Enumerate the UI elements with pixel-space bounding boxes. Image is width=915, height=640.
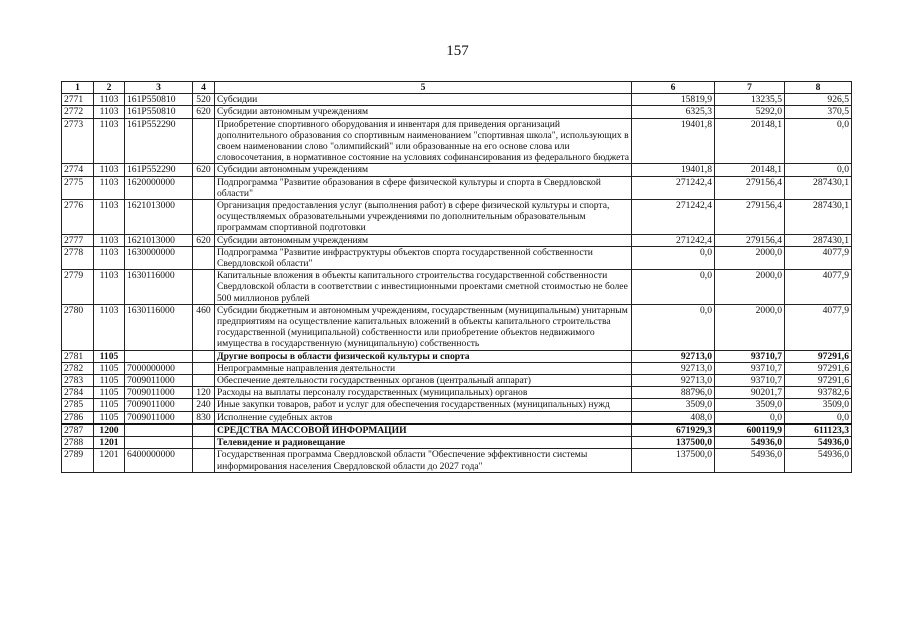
amount-col6-cell: 271242,4 <box>632 176 715 199</box>
amount-col8-cell: 4077,9 <box>785 246 852 269</box>
classification-code-cell <box>125 437 193 449</box>
section-code-cell: 1105 <box>94 375 125 387</box>
amount-col7-cell: 2000,0 <box>715 246 785 269</box>
section-code-cell: 1103 <box>94 246 125 269</box>
section-code-cell: 1105 <box>94 411 125 424</box>
section-code-cell: 1105 <box>94 399 125 411</box>
amount-col6-cell: 92713,0 <box>632 375 715 387</box>
table-row <box>62 246 852 269</box>
table-row <box>62 411 852 424</box>
table-row <box>62 375 852 387</box>
item-name-cell: Субсидии бюджетным и автономным учреждениям, государственным (муниципальным) унитарным предприятиям на осуществление капитальных вложений в объекты капитального строительства государственной (муниципальной) собственности или приобретение объектов недвижимого имущества в государственную (муниципальную) собственность <box>215 304 632 350</box>
item-name-cell: Телевидение и радиовещание <box>215 437 632 449</box>
classification-code-cell: 1621013000 <box>125 200 193 235</box>
amount-col8-cell: 3509,0 <box>785 399 852 411</box>
item-name-cell: Обеспечение деятельности государственных органов (центральный аппарат) <box>215 375 632 387</box>
row-number-cell: 2779 <box>62 270 94 305</box>
classification-code-cell: 7009011000 <box>125 399 193 411</box>
amount-col7-cell: 2000,0 <box>715 270 785 305</box>
classification-code-cell: 7009011000 <box>125 387 193 399</box>
classification-code-cell: 1630116000 <box>125 304 193 350</box>
item-name-cell: Организация предоставления услуг (выполнения работ) в сфере физической культуры и спорта, осуществляемых образовательными учреждениями по дополнительным образовательным программам спортивной подготовки <box>215 200 632 235</box>
expense-type-cell <box>193 362 215 374</box>
section-code-cell: 1103 <box>94 94 125 106</box>
expense-type-cell <box>193 437 215 449</box>
expense-type-cell <box>193 200 215 235</box>
expense-type-cell: 620 <box>193 234 215 246</box>
amount-col6-cell: 0,0 <box>632 304 715 350</box>
table-row <box>62 399 852 411</box>
section-code-cell: 1103 <box>94 176 125 199</box>
row-number-cell: 2775 <box>62 176 94 199</box>
amount-col7-cell: 20148,1 <box>715 118 785 164</box>
section-code-cell: 1105 <box>94 350 125 362</box>
item-name-cell: Подпрограмма "Развитие инфраструктуры объектов спорта государственной собственности Свердловской области" <box>215 246 632 269</box>
table-row <box>62 106 852 118</box>
table-row <box>62 449 852 472</box>
amount-col7-cell: 279156,4 <box>715 234 785 246</box>
amount-col8-cell: 0,0 <box>785 411 852 424</box>
row-number-cell: 2773 <box>62 118 94 164</box>
table-body <box>62 94 852 473</box>
amount-col8-cell: 97291,6 <box>785 350 852 362</box>
row-number-cell: 2783 <box>62 375 94 387</box>
expense-type-cell <box>193 246 215 269</box>
row-number-cell: 2778 <box>62 246 94 269</box>
table-row <box>62 234 852 246</box>
column-header: 1 <box>62 82 94 94</box>
amount-col6-cell: 271242,4 <box>632 200 715 235</box>
page-number: 157 <box>446 43 469 59</box>
item-name-cell: Субсидии автономным учреждениям <box>215 164 632 176</box>
amount-col7-cell: 93710,7 <box>715 362 785 374</box>
amount-col6-cell: 92713,0 <box>632 350 715 362</box>
expense-type-cell: 620 <box>193 164 215 176</box>
row-number-cell: 2782 <box>62 362 94 374</box>
item-name-cell: Приобретение спортивного оборудования и инвентаря для приведения организаций дополнительного образования со спортивным наименованием "спортивная школа", использующих в своем наименовании слово "олимпийский" или образованные на его основе слова или словосочетания, в нормативное состояние на условиях софинансирования из федерального бюджета <box>215 118 632 164</box>
row-number-cell: 2780 <box>62 304 94 350</box>
column-header: 2 <box>94 82 125 94</box>
expense-type-cell <box>193 449 215 472</box>
classification-code-cell: 161P552290 <box>125 164 193 176</box>
row-number-cell: 2781 <box>62 350 94 362</box>
table-row <box>62 176 852 199</box>
classification-code-cell: 7009011000 <box>125 411 193 424</box>
row-number-cell: 2774 <box>62 164 94 176</box>
amount-col7-cell: 2000,0 <box>715 304 785 350</box>
row-number-cell: 2777 <box>62 234 94 246</box>
amount-col6-cell: 88796,0 <box>632 387 715 399</box>
amount-col8-cell: 93782,6 <box>785 387 852 399</box>
column-header: 4 <box>193 82 215 94</box>
amount-col7-cell: 279156,4 <box>715 176 785 199</box>
table-row <box>62 304 852 350</box>
table-row <box>62 437 852 449</box>
amount-col6-cell: 0,0 <box>632 246 715 269</box>
amount-col7-cell: 93710,7 <box>715 350 785 362</box>
row-number-cell: 2788 <box>62 437 94 449</box>
item-name-cell: Капитальные вложения в объекты капитального строительства государственной собственности Свердловской области в соответствии с инвестиционными проектами сметной стоимостью не более 500 миллионов рублей <box>215 270 632 305</box>
amount-col6-cell: 19401,8 <box>632 164 715 176</box>
expense-type-cell: 120 <box>193 387 215 399</box>
amount-col7-cell: 279156,4 <box>715 200 785 235</box>
item-name-cell: Подпрограмма "Развитие образования в сфере физической культуры и спорта в Свердловской области" <box>215 176 632 199</box>
item-name-cell: Субсидии <box>215 94 632 106</box>
row-number-cell: 2772 <box>62 106 94 118</box>
amount-col8-cell: 0,0 <box>785 164 852 176</box>
table-row <box>62 164 852 176</box>
row-number-cell: 2786 <box>62 411 94 424</box>
table-row <box>62 424 852 437</box>
amount-col8-cell: 926,5 <box>785 94 852 106</box>
expense-type-cell <box>193 424 215 437</box>
section-code-cell: 1103 <box>94 234 125 246</box>
amount-col6-cell: 3509,0 <box>632 399 715 411</box>
row-number-cell: 2787 <box>62 424 94 437</box>
expense-type-cell <box>193 350 215 362</box>
section-code-cell: 1103 <box>94 304 125 350</box>
classification-code-cell: 161P550810 <box>125 94 193 106</box>
amount-col8-cell: 287430,1 <box>785 176 852 199</box>
column-header: 6 <box>632 82 715 94</box>
section-code-cell: 1201 <box>94 437 125 449</box>
classification-code-cell: 1630116000 <box>125 270 193 305</box>
classification-code-cell: 1630000000 <box>125 246 193 269</box>
amount-col7-cell: 93710,7 <box>715 375 785 387</box>
classification-code-cell: 7009011000 <box>125 375 193 387</box>
section-code-cell: 1105 <box>94 387 125 399</box>
table-header-row <box>62 82 852 94</box>
expense-type-cell: 830 <box>193 411 215 424</box>
row-number-cell: 2784 <box>62 387 94 399</box>
expense-type-cell <box>193 118 215 164</box>
item-name-cell: Расходы на выплаты персоналу государственных (муниципальных) органов <box>215 387 632 399</box>
table-row <box>62 387 852 399</box>
amount-col8-cell: 0,0 <box>785 118 852 164</box>
amount-col6-cell: 15819,9 <box>632 94 715 106</box>
amount-col7-cell: 90201,7 <box>715 387 785 399</box>
expense-type-cell: 620 <box>193 106 215 118</box>
amount-col6-cell: 137500,0 <box>632 437 715 449</box>
table-row <box>62 350 852 362</box>
amount-col8-cell: 611123,3 <box>785 424 852 437</box>
amount-col6-cell: 671929,3 <box>632 424 715 437</box>
row-number-cell: 2785 <box>62 399 94 411</box>
amount-col8-cell: 287430,1 <box>785 200 852 235</box>
budget-table <box>61 81 852 473</box>
column-header: 5 <box>215 82 632 94</box>
item-name-cell: Другие вопросы в области физической культуры и спорта <box>215 350 632 362</box>
amount-col7-cell: 600119,9 <box>715 424 785 437</box>
amount-col8-cell: 4077,9 <box>785 304 852 350</box>
amount-col8-cell: 54936,0 <box>785 449 852 472</box>
column-header: 3 <box>125 82 193 94</box>
row-number-cell: 2776 <box>62 200 94 235</box>
amount-col7-cell: 0,0 <box>715 411 785 424</box>
item-name-cell: Субсидии автономным учреждениям <box>215 106 632 118</box>
amount-col8-cell: 54936,0 <box>785 437 852 449</box>
section-code-cell: 1103 <box>94 200 125 235</box>
classification-code-cell: 161P552290 <box>125 118 193 164</box>
amount-col6-cell: 137500,0 <box>632 449 715 472</box>
column-header: 8 <box>785 82 852 94</box>
item-name-cell: СРЕДСТВА МАССОВОЙ ИНФОРМАЦИИ <box>215 424 632 437</box>
expense-type-cell: 460 <box>193 304 215 350</box>
classification-code-cell: 1620000000 <box>125 176 193 199</box>
amount-col7-cell: 54936,0 <box>715 449 785 472</box>
amount-col7-cell: 3509,0 <box>715 399 785 411</box>
column-header: 7 <box>715 82 785 94</box>
expense-type-cell <box>193 270 215 305</box>
table-row <box>62 200 852 235</box>
section-code-cell: 1103 <box>94 106 125 118</box>
amount-col8-cell: 370,5 <box>785 106 852 118</box>
section-code-cell: 1103 <box>94 118 125 164</box>
section-code-cell: 1200 <box>94 424 125 437</box>
expense-type-cell <box>193 176 215 199</box>
table-row <box>62 94 852 106</box>
item-name-cell: Субсидии автономным учреждениям <box>215 234 632 246</box>
amount-col6-cell: 19401,8 <box>632 118 715 164</box>
section-code-cell: 1105 <box>94 362 125 374</box>
classification-code-cell <box>125 350 193 362</box>
expense-type-cell <box>193 375 215 387</box>
section-code-cell: 1103 <box>94 270 125 305</box>
expense-type-cell: 240 <box>193 399 215 411</box>
amount-col6-cell: 408,0 <box>632 411 715 424</box>
expense-type-cell: 520 <box>193 94 215 106</box>
item-name-cell: Непрограммные направления деятельности <box>215 362 632 374</box>
item-name-cell: Государственная программа Свердловской области "Обеспечение эффективности системы информирования населения Свердловской области до 2027 года" <box>215 449 632 472</box>
amount-col8-cell: 4077,9 <box>785 270 852 305</box>
section-code-cell: 1103 <box>94 164 125 176</box>
amount-col7-cell: 5292,0 <box>715 106 785 118</box>
section-code-cell: 1201 <box>94 449 125 472</box>
row-number-cell: 2771 <box>62 94 94 106</box>
amount-col7-cell: 13235,5 <box>715 94 785 106</box>
amount-col7-cell: 54936,0 <box>715 437 785 449</box>
row-number-cell: 2789 <box>62 449 94 472</box>
item-name-cell: Иные закупки товаров, работ и услуг для обеспечения государственных (муниципальных) нужд <box>215 399 632 411</box>
item-name-cell: Исполнение судебных актов <box>215 411 632 424</box>
amount-col6-cell: 271242,4 <box>632 234 715 246</box>
amount-col6-cell: 92713,0 <box>632 362 715 374</box>
classification-code-cell: 1621013000 <box>125 234 193 246</box>
amount-col8-cell: 287430,1 <box>785 234 852 246</box>
amount-col7-cell: 20148,1 <box>715 164 785 176</box>
amount-col8-cell: 97291,6 <box>785 362 852 374</box>
table-row <box>62 362 852 374</box>
classification-code-cell <box>125 424 193 437</box>
classification-code-cell: 7000000000 <box>125 362 193 374</box>
classification-code-cell: 161P550810 <box>125 106 193 118</box>
classification-code-cell: 6400000000 <box>125 449 193 472</box>
amount-col6-cell: 6325,3 <box>632 106 715 118</box>
table-row <box>62 118 852 164</box>
amount-col6-cell: 0,0 <box>632 270 715 305</box>
table-row <box>62 270 852 305</box>
amount-col8-cell: 97291,6 <box>785 375 852 387</box>
